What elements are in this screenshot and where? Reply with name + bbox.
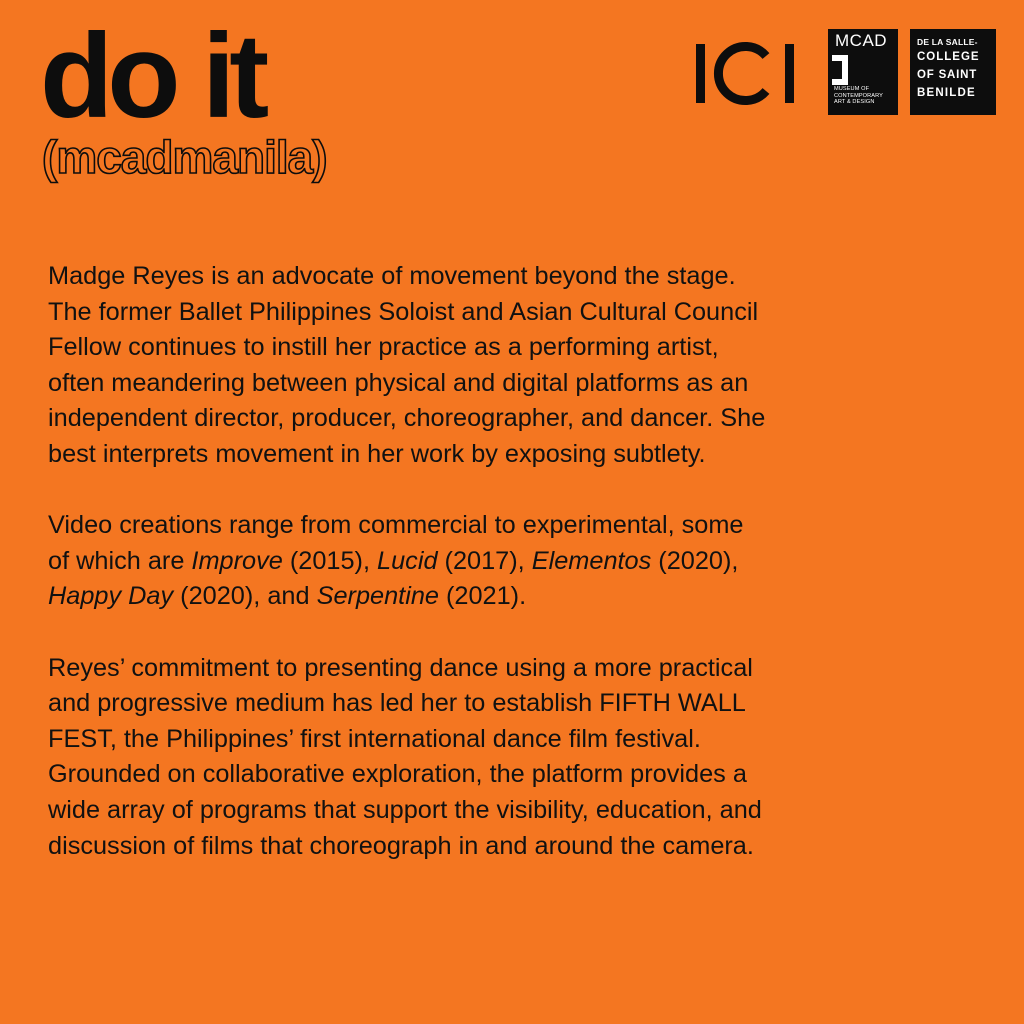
dlscsb-line-1: DE LA SALLE- — [917, 37, 978, 47]
text-line: Reyes’ commitment to presenting dance using a more practical — [48, 653, 753, 682]
dlscsb-line-3: OF SAINT — [917, 69, 978, 81]
text-line: wide array of programs that support the visibility, education, and — [48, 795, 762, 824]
paragraph-fifth-wall-fest — [48, 651, 988, 865]
text-line: and progressive medium has led her to establish FIFTH WALL — [48, 689, 746, 718]
work-year: (2021). — [438, 582, 527, 611]
work-year: (2017), — [437, 546, 532, 575]
text-line: FEST, the Philippines’ first international dance film festival. — [48, 724, 701, 753]
text-line: best interprets movement in her work by exposing subtlety. — [48, 439, 706, 468]
work-title: Happy Day — [48, 582, 174, 611]
text-line: Fellow continues to instill her practice as a performing artist, — [48, 333, 719, 362]
mcad-wordmark: MCAD — [835, 31, 888, 50]
mcad-tagline: MUSEUM OF CONTEMPORARY ART & DESIGN — [834, 86, 883, 106]
ici-logo — [692, 38, 802, 108]
mcad-logo — [828, 29, 898, 115]
text-run: of which are — [48, 546, 192, 575]
dlscsb-line-4: BENILDE — [917, 87, 976, 99]
paragraph-bio — [48, 259, 988, 473]
work-title: Improve — [191, 546, 283, 575]
page-subtitle-handle: (mcadmanila) — [42, 131, 327, 183]
work-title: Elementos — [531, 546, 652, 575]
work-year: (2020), — [651, 546, 739, 575]
text-line — [48, 544, 988, 580]
text-line — [48, 579, 988, 615]
work-year: (2015), — [282, 546, 378, 575]
text-line: Madge Reyes is an advocate of movement beyond the stage. — [48, 262, 736, 290]
dlscsb-line-2: COLLEGE — [917, 51, 980, 63]
body-copy — [48, 259, 988, 900]
dlscsb-logo — [910, 29, 996, 115]
paragraph-works — [48, 508, 988, 615]
text-line: Video creations range from commercial to experimental, some — [48, 511, 744, 540]
work-year: (2020), and — [173, 582, 317, 611]
work-title: Lucid — [377, 546, 438, 575]
text-line: The former Ballet Philippines Soloist and Asian Cultural Council — [48, 297, 759, 326]
page-title: do it — [40, 9, 264, 143]
text-line: discussion of films that choreograph in and around the camera. — [48, 831, 754, 860]
work-title: Serpentine — [316, 582, 439, 611]
mcad-bracket-icon — [830, 55, 850, 85]
text-line: independent director, producer, choreographer, and dancer. She — [48, 404, 766, 433]
text-line: Grounded on collaborative exploration, the platform provides a — [48, 760, 747, 789]
text-line: often meandering between physical and digital platforms as an — [48, 368, 749, 397]
